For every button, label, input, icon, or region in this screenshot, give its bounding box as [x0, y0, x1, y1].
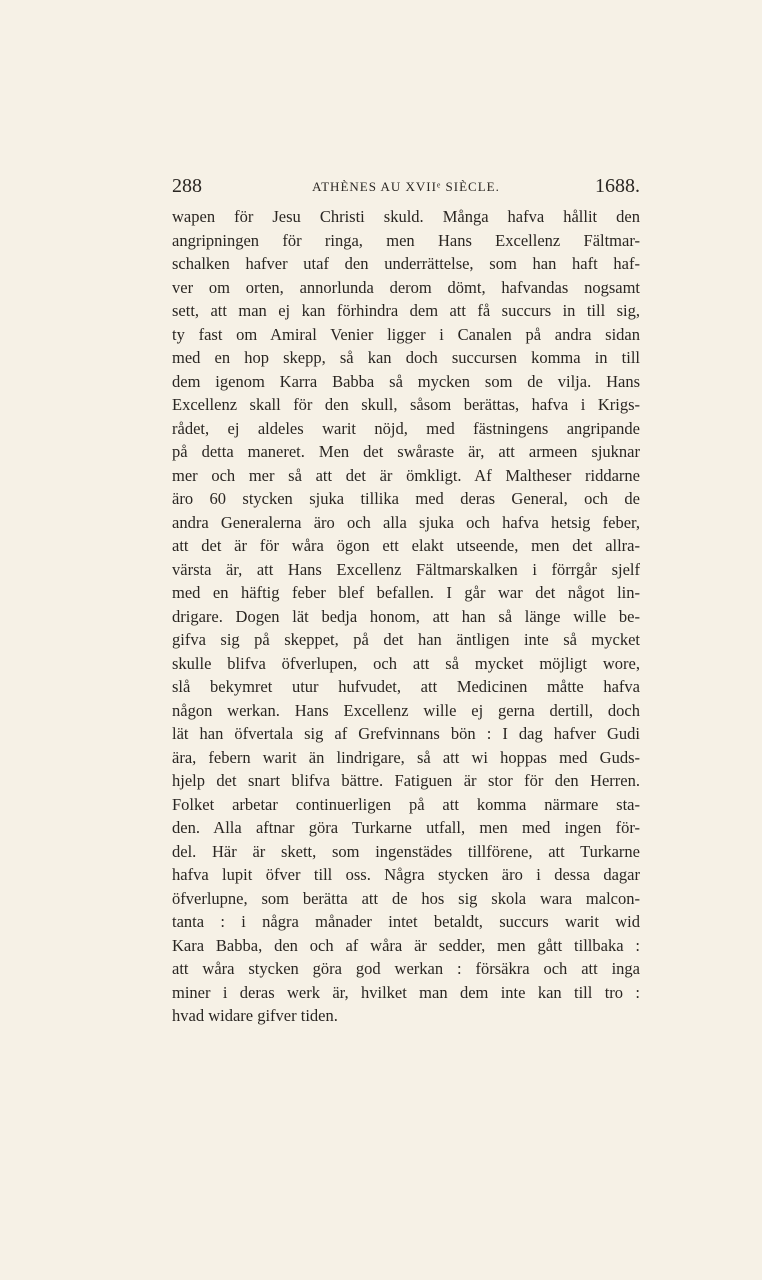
- text-line: med en hop skepp, så kan doch succursen komma in till: [172, 348, 640, 367]
- text-line: öfverlupne, som berätta att de hos sig skola wara malcon-: [172, 888, 640, 908]
- text-line: den. Alla aftnar göra Turkarne utfall, men med ingen för-: [172, 818, 640, 837]
- text-line: angripningen för ringa, men Hans Excellenz Fältmar-: [172, 230, 640, 250]
- text-line: värsta är, att Hans Excellenz Fältmarskalken i förrgår sjelf: [172, 559, 640, 579]
- text-line: tanta : i några månader intet betaldt, succurs warit wid: [172, 912, 640, 931]
- text-line: att wåra stycken göra god werkan : försäkra och att inga: [172, 959, 640, 978]
- text-line: mer och mer så att det är ömkligt. Af Maltheser riddarne: [172, 465, 640, 485]
- text-line: lät han öfvertala sig af Grefvinnans bön : I dag hafver Gudi: [172, 724, 640, 743]
- text-line: rådet, ej aldeles warit nöjd, med fästningens angripande: [172, 418, 640, 438]
- text-line: Folket arbetar continuerligen på att komma närmare sta-: [172, 794, 640, 814]
- text-line: dem igenom Karra Babba så mycken som de vilja. Hans: [172, 371, 640, 391]
- text-line: sett, att man ej kan förhindra dem att få succurs in till sig,: [172, 301, 640, 320]
- text-line: ver om orten, annorlunda derom dömt, hafvandas nogsamt: [172, 277, 640, 297]
- text-line: skulle blifva öfverlupen, och att så mycket möjligt wore,: [172, 653, 640, 673]
- body-text: [172, 205, 640, 1028]
- text-line: andra Generalerna äro och alla sjuka och hafva hetsig feber,: [172, 512, 640, 532]
- text-line: Kara Babba, den och af wåra är sedder, men gått tillbaka :: [172, 935, 640, 955]
- text-line: hafva lupit öfver till oss. Några stycken äro i dessa dagar: [172, 865, 640, 884]
- text-line: miner i deras werk är, hvilket man dem inte kan till tro :: [172, 982, 640, 1002]
- page-number: 288: [172, 175, 202, 197]
- text-line: slå bekymret utur hufvudet, att Medicinen måtte hafva: [172, 677, 640, 696]
- text-line: någon werkan. Hans Excellenz wille ej gerna dertill, doch: [172, 700, 640, 720]
- text-line: äro 60 stycken sjuka tillika med deras General, och de: [172, 489, 640, 508]
- text-line: gifva sig på skeppet, på det han äntligen inte så mycket: [172, 630, 640, 649]
- header-year: 1688.: [595, 175, 640, 197]
- text-line: ty fast om Amiral Venier ligger i Canalen på andra sidan: [172, 324, 640, 344]
- text-line: drigare. Dogen lät bedja honom, att han så länge wille be-: [172, 606, 640, 626]
- text-line: Excellenz skall för den skull, såsom berättas, hafva i Krigs-: [172, 395, 640, 414]
- text-line: ära, febern warit än lindrigare, så att wi hoppas med Guds-: [172, 747, 640, 767]
- running-head: [172, 175, 640, 199]
- text-line-last: hvad widare gifver tiden.: [172, 1006, 338, 1025]
- text-line: del. Här är skett, som ingenstädes tillförene, att Turkarne: [172, 841, 640, 861]
- text-line: med en häftig feber blef befallen. I går war det något lin-: [172, 583, 640, 602]
- text-line: på detta maneret. Men det swåraste är, att armeen sjuknar: [172, 442, 640, 461]
- text-line: hjelp det snart blifva bättre. Fatiguen är stor för den Herren.: [172, 771, 640, 790]
- running-title: ATHÈNES AU XVIIᵉ SIÈCLE.: [312, 179, 500, 194]
- text-line: schalken hafver utaf den underrättelse, som han haft haf-: [172, 254, 640, 273]
- text-line: wapen för Jesu Christi skuld. Många hafva hållit den: [172, 207, 640, 226]
- text-line: att det är för wåra ögon ett elakt utseende, men det allra-: [172, 536, 640, 555]
